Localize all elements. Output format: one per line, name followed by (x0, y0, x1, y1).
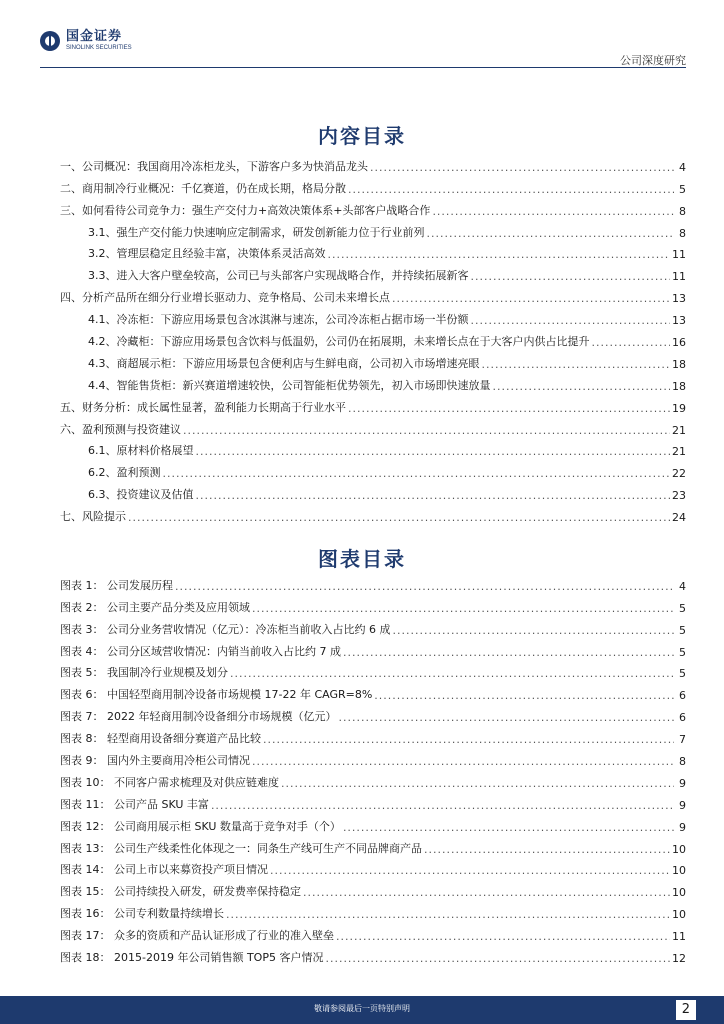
company-logo (40, 30, 132, 51)
toc-entry-page: 22 (672, 467, 686, 481)
page-number: 2 (676, 1000, 696, 1020)
logo-icon (40, 31, 60, 51)
logo-name-en: SINOLINK SECURITIES (66, 45, 132, 51)
figure-entry-title: 图表 12： 公司商用展示柜 SKU 数量高于竞争对手（个） (60, 819, 341, 833)
toc-entry-page: 5 (679, 182, 686, 196)
toc-entry[interactable] (60, 480, 686, 502)
toc-entry-page: 13 (672, 314, 686, 328)
dot-leader (432, 205, 674, 218)
toc-entry-title: 6.2、盈利预测 (88, 466, 161, 480)
toc-entry-title: 6.3、投资建议及估值 (88, 488, 194, 502)
toc-entry-page: 16 (672, 336, 686, 350)
toc-entry-title: 一、公司概况：我国商用冷冻柜龙头，下游客户多为快消品龙头 (60, 159, 368, 173)
toc-entry-page: 18 (672, 357, 686, 371)
figure-entry-title: 图表 5： 我国制冷行业规模及划分 (60, 666, 228, 680)
dot-leader (471, 314, 671, 327)
dot-leader (281, 777, 674, 790)
dot-leader (128, 511, 670, 524)
dot-leader (392, 624, 674, 637)
toc-entry-title: 四、分析产品所在细分行业增长驱动力、竞争格局、公司未来增长点 (60, 291, 390, 305)
figure-entry[interactable] (60, 834, 686, 856)
toc-entry[interactable] (60, 283, 686, 305)
figure-entry-page: 9 (679, 776, 686, 790)
figure-entry-title: 图表 9： 国内外主要商用冷柜公司情况 (60, 754, 250, 768)
figure-entry-page: 9 (679, 798, 686, 812)
toc-entry-title: 3.2、管理层稳定且经验丰富，决策体系灵活高效 (88, 247, 326, 261)
toc-entry[interactable] (60, 327, 686, 349)
toc-entry-page: 8 (679, 204, 686, 218)
figure-entry-title: 图表 1： 公司发展历程 (60, 578, 173, 592)
dot-leader (370, 161, 674, 174)
toc-entry-title: 4.2、冷藏柜：下游应用场景包含饮料与低温奶，公司仍在拓展期，未来增长点在于大客户内供占比提升 (88, 335, 590, 349)
dot-leader (252, 755, 674, 768)
figure-entry[interactable] (60, 877, 686, 899)
toc-entry[interactable] (60, 196, 686, 218)
figure-entry-title: 图表 2： 公司主要产品分类及应用领域 (60, 600, 250, 614)
toc-entry-page: 21 (672, 423, 686, 437)
dot-leader (336, 930, 670, 943)
toc-entry[interactable] (60, 371, 686, 393)
toc-entry-page: 18 (672, 379, 686, 393)
figure-entry-title: 图表 7： 2022 年轻商用制冷设备细分市场规模（亿元） (60, 710, 337, 724)
toc-entry-page: 24 (672, 511, 686, 525)
figure-entry[interactable] (60, 943, 686, 965)
toc-entry[interactable] (60, 437, 686, 459)
toc-entry[interactable] (60, 349, 686, 371)
dot-leader (211, 799, 674, 812)
figure-entry-title: 图表 17： 众多的资质和产品认证形成了行业的准入壁垒 (60, 929, 334, 943)
dot-leader (325, 952, 670, 965)
figure-entry[interactable] (60, 724, 686, 746)
figure-entry-title: 图表 6： 中国轻型商用制冷设备市场规模 17-22 年 CAGR=8% (60, 688, 373, 702)
figure-entry-page: 10 (672, 842, 686, 856)
toc-entry-page: 21 (672, 445, 686, 459)
dot-leader (374, 689, 674, 702)
toc-entry[interactable] (60, 174, 686, 196)
toc-entry[interactable] (60, 261, 686, 283)
dot-leader (343, 646, 674, 659)
dot-leader (348, 402, 670, 415)
figure-entry-page: 7 (679, 733, 686, 747)
dot-leader (196, 489, 671, 502)
dot-leader (196, 445, 671, 458)
figure-entry-page: 8 (679, 755, 686, 769)
dot-leader (226, 908, 670, 921)
figure-entry-title: 图表 3： 公司分业务营收情况（亿元）：冷冻柜当前收入占比约 6 成 (60, 622, 391, 636)
logo-name-cn: 国金证券 (66, 29, 123, 44)
dot-leader (230, 667, 674, 680)
figure-entry-title: 图表 14： 公司上市以来募资投产项目情况 (60, 863, 268, 877)
toc-entry[interactable] (60, 152, 686, 174)
dot-leader (183, 424, 670, 437)
figure-entry[interactable] (60, 659, 686, 681)
dot-leader (163, 467, 671, 480)
figure-entry-title: 图表 10： 不同客户需求梳理及对供应链难度 (60, 775, 279, 789)
figure-entry-page: 5 (679, 623, 686, 637)
figure-entry[interactable] (60, 746, 686, 768)
toc-entry[interactable] (60, 240, 686, 262)
dot-leader (427, 227, 675, 240)
dot-leader (270, 864, 670, 877)
dot-leader (493, 380, 671, 393)
toc-list (60, 152, 686, 524)
dot-leader (471, 270, 671, 283)
toc-entry-page: 19 (672, 401, 686, 415)
toc-entry-title: 七、风险提示 (60, 510, 126, 524)
toc-entry-title: 4.3、商超展示柜：下游应用场景包含便利店与生鲜电商，公司初入市场增速亮眼 (88, 356, 480, 370)
dot-leader (303, 886, 670, 899)
figure-entry-title: 图表 13： 公司生产线柔性化体现之一：同条生产线可生产不同品牌商产品 (60, 841, 422, 855)
dot-leader (338, 711, 674, 724)
dot-leader (175, 580, 674, 593)
footer-disclaimer: 敬请参阅最后一页特别声明 (314, 1004, 410, 1013)
toc-entry-title: 三、如何看待公司竞争力：强生产交付力+高效决策体系+头部客户战略合作 (60, 203, 431, 217)
toc-entry[interactable] (60, 218, 686, 240)
figure-entry[interactable] (60, 571, 686, 593)
figure-entry-page: 10 (672, 886, 686, 900)
dot-leader (424, 843, 670, 856)
header-divider (40, 67, 686, 68)
figure-entry[interactable] (60, 790, 686, 812)
figure-entry[interactable] (60, 680, 686, 702)
figure-entry-page: 5 (679, 601, 686, 615)
dot-leader (252, 602, 674, 615)
figure-entry[interactable] (60, 637, 686, 659)
figures-list (60, 571, 686, 965)
figure-entry[interactable] (60, 702, 686, 724)
figure-entry-title: 图表 11： 公司产品 SKU 丰富 (60, 797, 209, 811)
toc-entry-page: 11 (672, 248, 686, 262)
figure-entry-page: 5 (679, 645, 686, 659)
dot-leader (343, 821, 674, 834)
toc-entry-title: 3.3、进入大客户壁垒较高，公司已与头部客户实现战略合作，并持续拓展新客 (88, 269, 469, 283)
dot-leader (592, 336, 671, 349)
figure-entry-title: 图表 8： 轻型商用设备细分赛道产品比较 (60, 732, 261, 746)
figures-heading: 图表目录 (318, 547, 406, 571)
figure-entry-page: 10 (672, 864, 686, 878)
toc-entry-title: 6.1、原材料价格展望 (88, 444, 194, 458)
figure-entry-title: 图表 15： 公司持续投入研发，研发费率保持稳定 (60, 885, 301, 899)
toc-entry-page: 23 (672, 489, 686, 503)
figure-entry-page: 12 (672, 952, 686, 966)
figure-entry-title: 图表 4： 公司分区域营收情况：内销当前收入占比约 7 成 (60, 644, 341, 658)
figure-entry-page: 10 (672, 908, 686, 922)
toc-entry-title: 4.1、冷冻柜：下游应用场景包含冰淇淋与速冻，公司冷冻柜占据市场一半份额 (88, 313, 469, 327)
dot-leader (392, 292, 670, 305)
dot-leader (328, 248, 671, 261)
figure-entry[interactable] (60, 812, 686, 834)
dot-leader (263, 733, 674, 746)
toc-entry-page: 11 (672, 270, 686, 284)
toc-entry-page: 13 (672, 292, 686, 306)
toc-entry-title: 二、商用制冷行业概况：千亿赛道，仍在成长期，格局分散 (60, 181, 346, 195)
figure-entry[interactable] (60, 615, 686, 637)
figure-entry-title: 图表 16： 公司专利数量持续增长 (60, 907, 224, 921)
report-type-label: 公司深度研究 (620, 54, 686, 67)
toc-entry[interactable] (60, 502, 686, 524)
toc-entry-page: 4 (679, 160, 686, 174)
dot-leader (348, 183, 674, 196)
toc-entry[interactable] (60, 415, 686, 437)
figure-entry[interactable] (60, 921, 686, 943)
figure-entry-page: 5 (679, 667, 686, 681)
figure-entry-title: 图表 18： 2015-2019 年公司销售额 TOP5 客户情况 (60, 951, 324, 965)
figure-entry-page: 4 (679, 579, 686, 593)
figure-entry-page: 6 (679, 711, 686, 725)
dot-leader (482, 358, 671, 371)
toc-heading: 内容目录 (318, 124, 406, 148)
figure-entry[interactable] (60, 593, 686, 615)
toc-entry-title: 六、盈利预测与投资建议 (60, 422, 181, 436)
figure-entry[interactable] (60, 856, 686, 878)
toc-entry-title: 4.4、智能售货柜：新兴赛道增速较快，公司智能柜优势领先，初入市场即快速放量 (88, 378, 491, 392)
figure-entry[interactable] (60, 768, 686, 790)
figure-entry-page: 9 (679, 820, 686, 834)
toc-entry[interactable] (60, 458, 686, 480)
figure-entry-page: 6 (679, 689, 686, 703)
toc-entry[interactable] (60, 393, 686, 415)
toc-entry-title: 五、财务分析：成长属性显著，盈利能力长期高于行业水平 (60, 400, 346, 414)
toc-entry[interactable] (60, 305, 686, 327)
figure-entry[interactable] (60, 899, 686, 921)
toc-entry-title: 3.1、强生产交付能力快速响应定制需求，研发创新能力位于行业前列 (88, 225, 425, 239)
figure-entry-page: 11 (672, 930, 686, 944)
toc-entry-page: 8 (679, 226, 686, 240)
